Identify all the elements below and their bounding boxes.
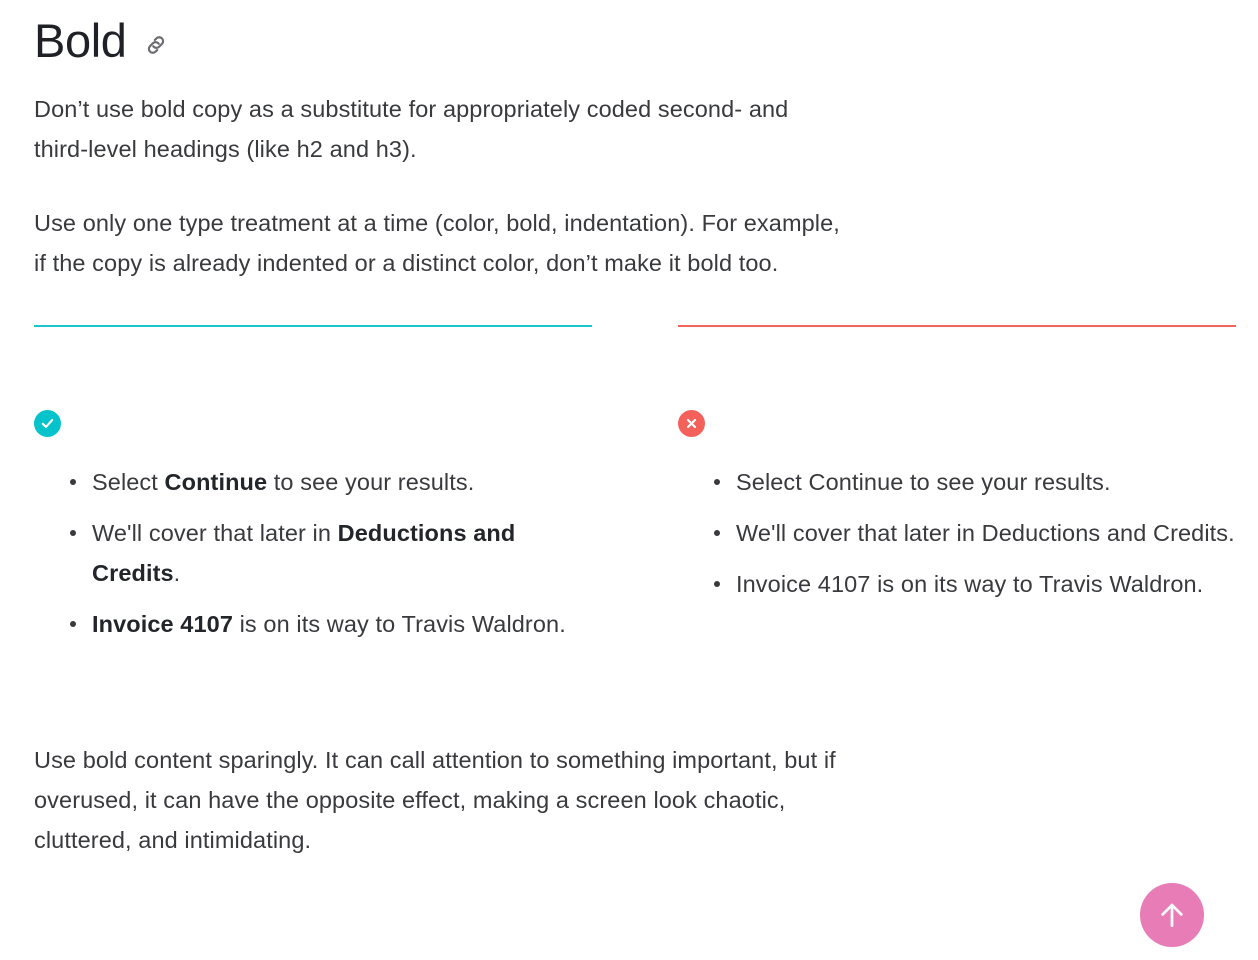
intro-paragraph-2-line-1: Use only one type treatment at a time (color, bold, indentation). For example, <box>34 210 840 237</box>
closing-paragraph <box>34 740 1236 860</box>
dont-divider-rule <box>678 325 1236 327</box>
do-item-1-pre: We'll cover that later in <box>92 520 338 547</box>
close-icon-glyph <box>685 417 698 430</box>
arrow-up-icon <box>1155 898 1189 932</box>
do-item-0-bold: Continue <box>164 469 268 496</box>
closing-paragraph-line-3: cluttered, and intimidating. <box>34 827 312 854</box>
dont-item-0-pre: Select Continue to see your results. <box>736 469 1111 496</box>
intro-paragraph-1-line-1: Don’t use bold copy as a substitute for appropriately coded second- and <box>34 96 789 123</box>
do-example-list <box>34 462 592 644</box>
closing-paragraph-line-2: overused, it can have the opposite effect, making a screen look chaotic, <box>34 787 786 814</box>
intro-section <box>22 68 1236 283</box>
do-item-2-post: is on its way to Travis Waldron. <box>232 611 566 638</box>
page-header <box>22 0 1236 68</box>
dont-item-1-pre: We'll cover that later in Deductions and Credits. <box>736 520 1235 547</box>
list-item <box>70 462 592 502</box>
closing-section <box>22 740 1236 860</box>
do-item-0-pre: Select <box>92 469 165 496</box>
intro-paragraph-2 <box>34 203 1236 283</box>
dont-column <box>678 325 1236 644</box>
page-title: Bold <box>34 14 127 67</box>
list-item <box>70 604 592 644</box>
do-column <box>34 325 592 644</box>
back-to-top-button[interactable] <box>1140 883 1204 947</box>
list-item <box>714 462 1236 502</box>
intro-paragraph-2-line-2: if the copy is already indented or a distinct color, don’t make it bold too. <box>34 250 779 277</box>
closing-paragraph-line-1: Use bold content sparingly. It can call attention to something important, but if <box>34 747 836 774</box>
do-dont-comparison <box>22 325 1236 644</box>
check-icon <box>34 410 61 437</box>
close-icon <box>678 410 705 437</box>
link-icon-glyph <box>143 32 169 58</box>
list-item <box>714 564 1236 604</box>
intro-paragraph-1 <box>34 89 1236 169</box>
list-item <box>714 513 1236 553</box>
dont-item-2-pre: Invoice 4107 is on its way to Travis Waldron. <box>736 571 1204 598</box>
link-icon[interactable] <box>142 31 170 59</box>
do-item-1-post: . <box>173 560 181 587</box>
dont-example-list <box>678 462 1236 604</box>
do-divider-rule <box>34 325 592 327</box>
do-item-0-post: to see your results. <box>267 469 475 496</box>
do-item-1-bold: Deductions and Credits <box>92 520 516 587</box>
intro-paragraph-1-line-2: third-level headings (like h2 and h3). <box>34 136 417 163</box>
list-item <box>70 513 592 593</box>
do-item-2-bold: Invoice 4107 <box>92 611 233 638</box>
check-icon-glyph <box>40 416 55 431</box>
